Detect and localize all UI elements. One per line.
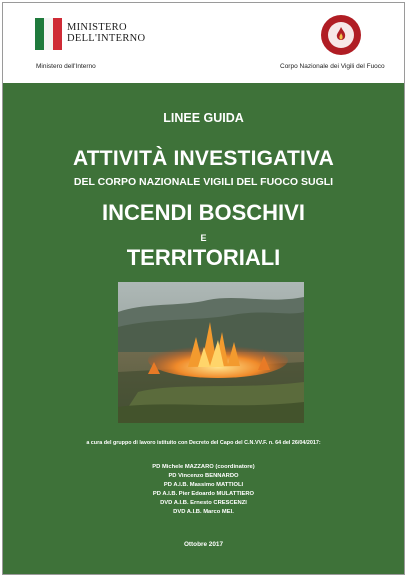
- flame-emblem-icon: [334, 27, 348, 43]
- cover-header: [3, 3, 404, 83]
- subtitle-top: LINEE GUIDA: [163, 111, 244, 125]
- author-item: PD A.I.B. Massimo MATTIOLI: [163, 482, 244, 488]
- author-item: DVD A.I.B. Ernesto CRESCENZI: [160, 500, 247, 506]
- document-cover: [2, 2, 405, 575]
- title-big-1: INCENDI BOSCHIVI: [102, 200, 305, 225]
- cover-body: [3, 83, 404, 574]
- title-main: ATTIVITÀ INVESTIGATIVA: [72, 147, 335, 170]
- forest-fire-photo: [118, 282, 304, 423]
- author-item: DVD A.I.B. Marco MEI.: [173, 509, 234, 515]
- title-sub: DEL CORPO NAZIONALE VIGILI DEL FUOCO SUGLI: [73, 176, 334, 188]
- ministry-logo-line2: DELL'INTERNO: [67, 33, 146, 44]
- author-item: PD A.I.B. Pier Edoardo MULATTIERO: [152, 491, 255, 497]
- ministry-logo-line1: MINISTERO: [67, 22, 127, 33]
- authors-list: [3, 463, 404, 517]
- cnvvf-seal-icon: [321, 15, 361, 55]
- ministry-caption: Ministero dell'Interno: [36, 63, 96, 70]
- cnvvf-caption: Corpo Nazionale dei Vigili del Fuoco: [280, 63, 385, 70]
- title-conjunction: E: [200, 233, 207, 243]
- author-item: PD Michele MAZZARO (coordinatore): [152, 464, 255, 470]
- author-item: PD Vincenzo BENNARDO: [168, 473, 239, 479]
- ministry-logo-text: [67, 22, 145, 44]
- publication-date: Ottobre 2017: [183, 541, 224, 548]
- title-big-2: TERRITORIALI: [126, 245, 281, 270]
- italian-flag-icon: [35, 18, 62, 50]
- credit-line: a cura del gruppo di lavoro istituito con Decreto del Capo del C.N.VV.F. n. 64 del 26/04/2017:: [86, 440, 321, 446]
